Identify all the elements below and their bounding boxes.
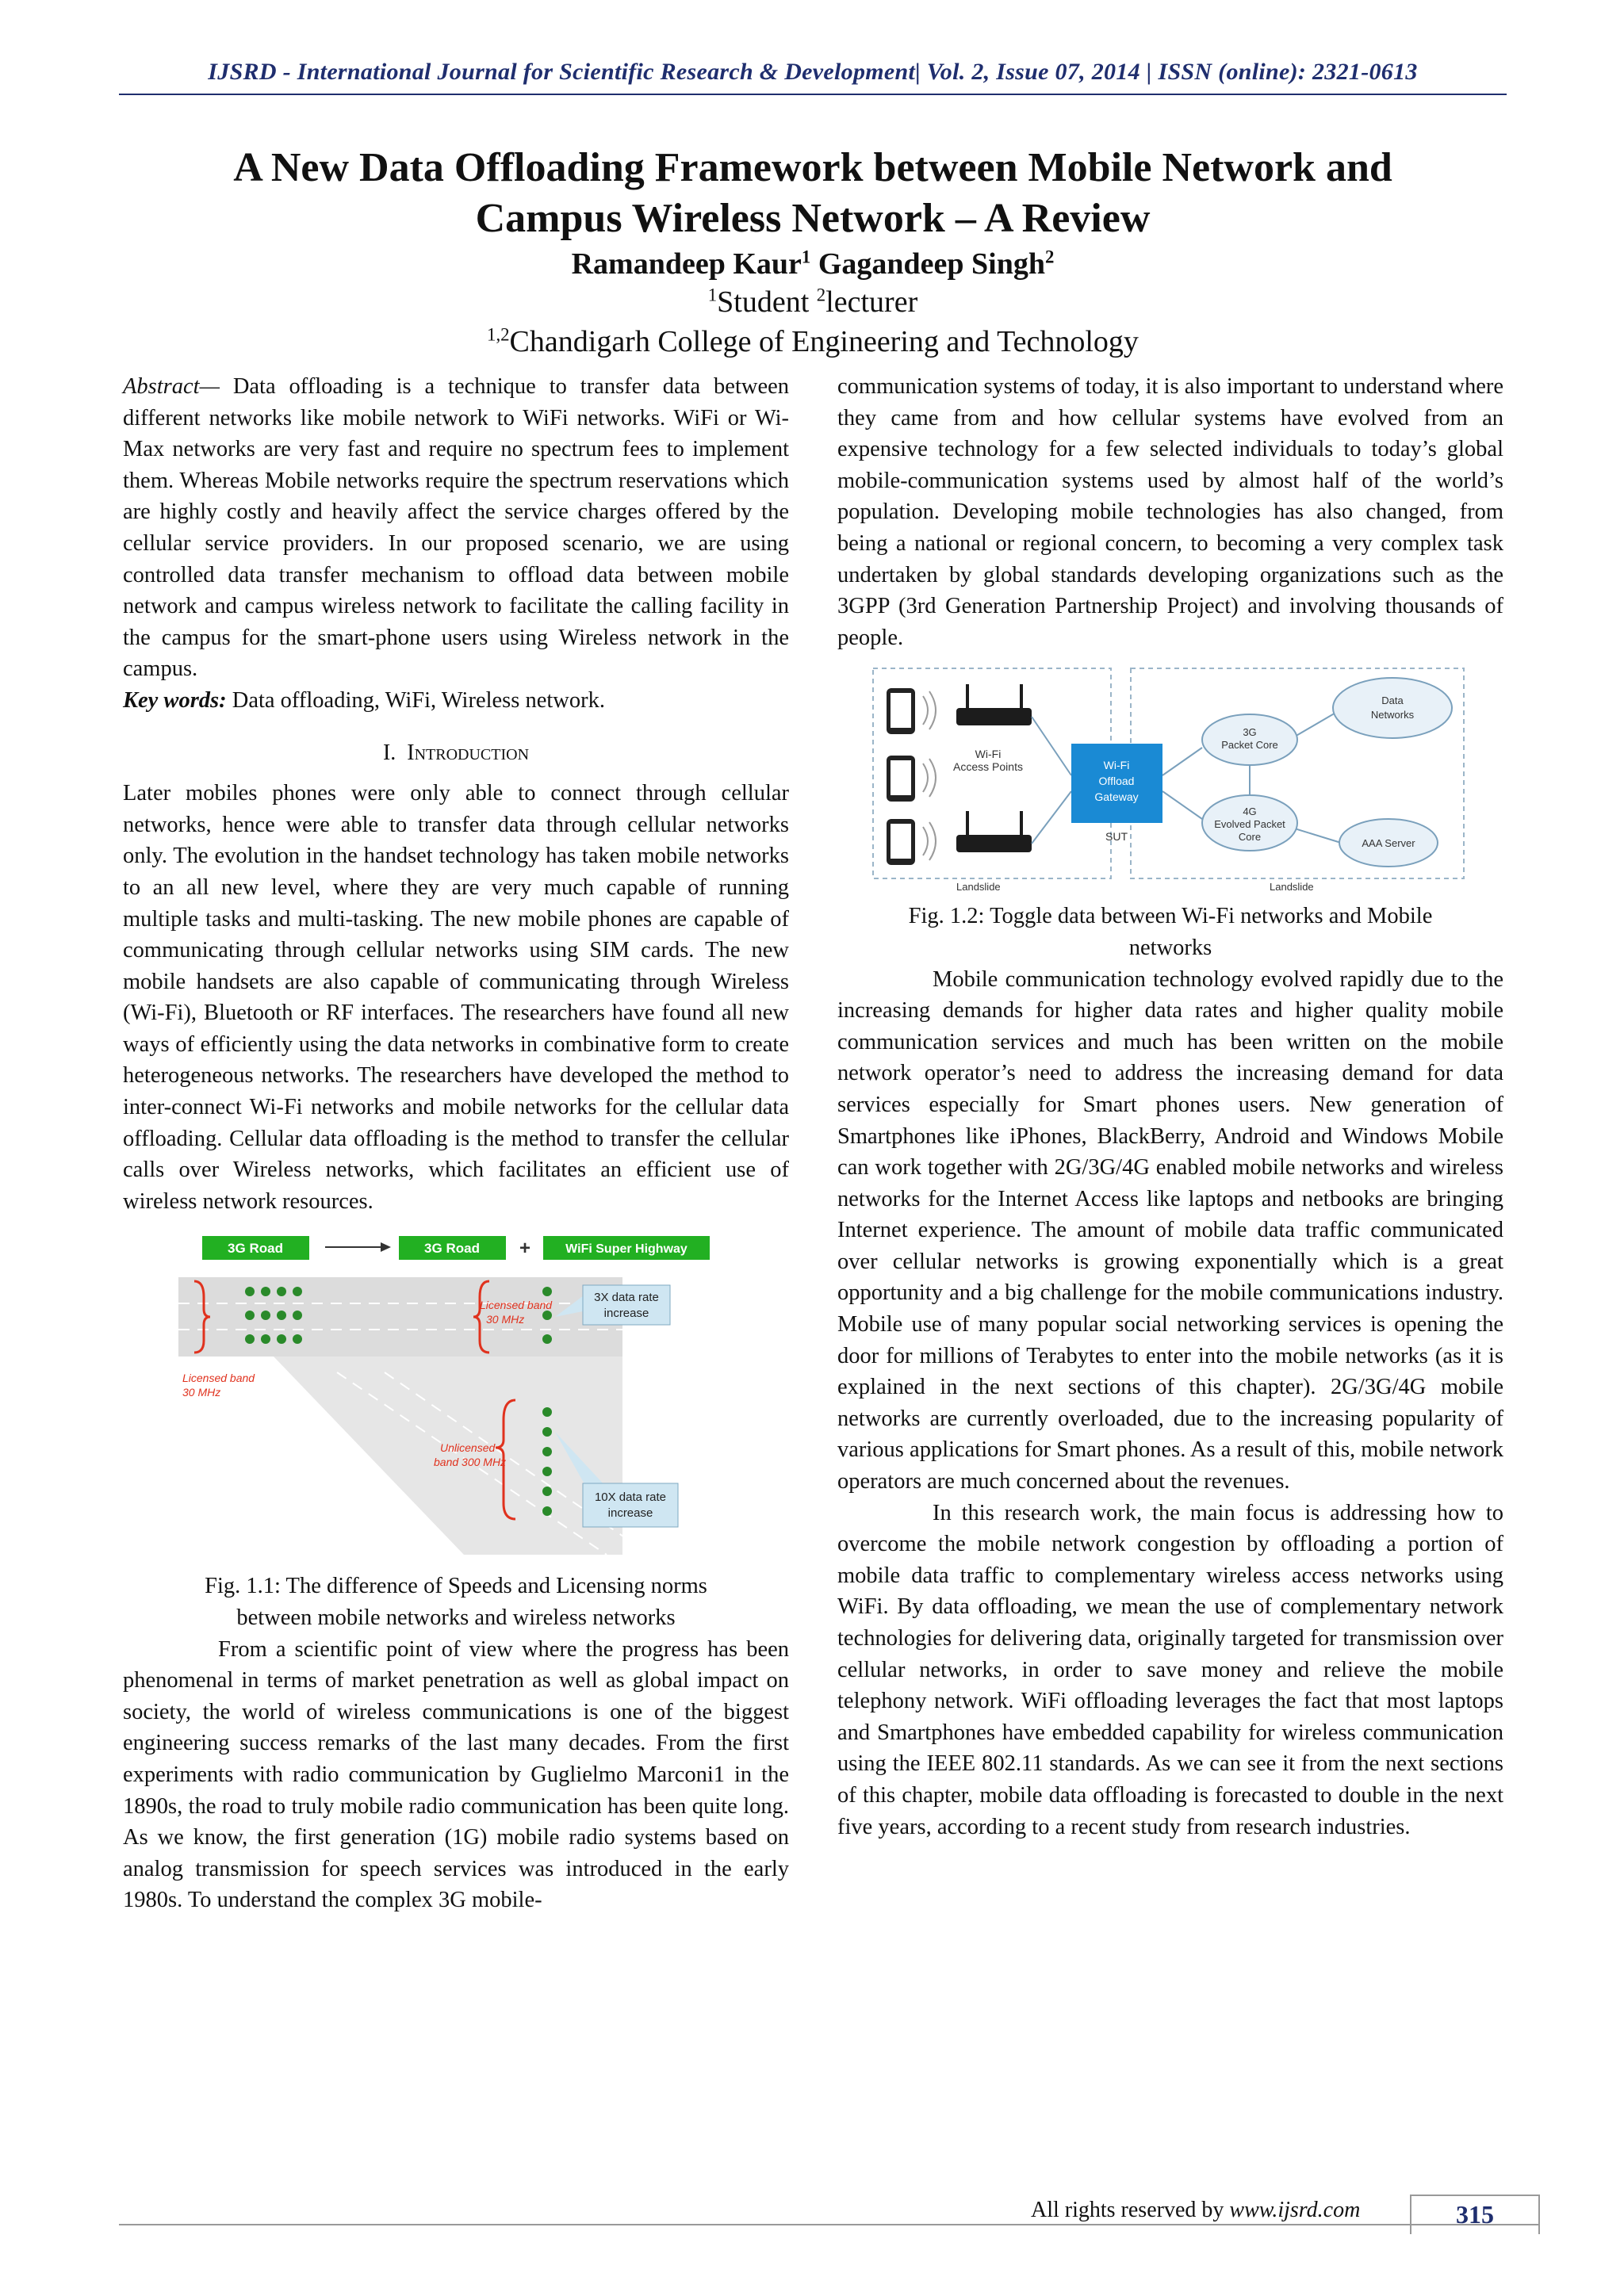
author-1: Ramandeep Kaur (571, 247, 802, 281)
section-number: I. (382, 740, 396, 765)
affiliation (119, 323, 1507, 360)
paper-title (119, 143, 1507, 244)
licensed-mid-2: 30 MHz (486, 1313, 525, 1326)
author-list (119, 246, 1507, 282)
access-points-line1: Wi-Fi (975, 748, 1002, 761)
figure-1-1-speed-licensing (178, 1230, 733, 1563)
footer-site-link[interactable]: www.ijsrd.com (1229, 2198, 1361, 2222)
licensed-left-2: 30 MHz (182, 1386, 221, 1399)
access-points-line2: Access Points (953, 760, 1023, 774)
page-number: 315 (1410, 2195, 1540, 2234)
unlicensed-1: Unlicensed (440, 1441, 496, 1455)
packet-core-line2: Packet Core (1221, 739, 1278, 752)
affiliation-sup: 1,2 (487, 324, 510, 345)
role-1-sup: 1 (707, 285, 718, 305)
data-networks-line1: Data (1381, 695, 1404, 707)
road-label-1: 3G Road (228, 1241, 283, 1257)
section-heading-introduction (123, 737, 789, 769)
left-paragraph-2: From a scientific point of view where the progress has been phenomenal in terms of market penetration as well as global impact on society, the world of wireless communications is one of the biggest engineering success remarks of the last many decades. From the first experiments with radio communication by Guglielmo Marconi1 in the 1890s, the road to truly mobile radio communication has been quite long. As we know, the first generation (1G) mobile radio systems based on analog transmission for speech services was introduced in the early 1980s. To understand the complex 3G mobile- (123, 1636, 789, 1913)
road-label-3: WiFi Super Highway (565, 1242, 688, 1257)
left-column (123, 371, 789, 1916)
author-1-sup: 1 (801, 247, 811, 267)
figure-1-2-wifi-offload (869, 664, 1472, 894)
keywords-text: Data offloading, WiFi, Wireless network. (226, 687, 605, 713)
aaa-server-label: AAA Server (1362, 837, 1415, 850)
wifi-signal-icons (923, 691, 936, 860)
sut-label: SUT (1105, 830, 1128, 844)
callout-3x-line1: 3X data rate (594, 1291, 659, 1305)
gateway-line1: Wi-Fi (1103, 759, 1130, 772)
gateway-line2: Offload (1098, 775, 1135, 788)
packet-core-line1: 3G (1243, 726, 1257, 739)
evolved-core-line2: Evolved Packet (1214, 818, 1285, 831)
plus-sign: + (519, 1238, 531, 1260)
footer-text: All rights reserved by (1031, 2198, 1230, 2222)
figure-1-2-caption-line2: networks (1128, 935, 1212, 960)
footer-rule (119, 2224, 1538, 2225)
author-2: Gagandeep Singh (818, 247, 1045, 281)
evolved-core-line1: 4G (1243, 806, 1257, 818)
author-roles (119, 284, 1507, 320)
right-paragraph-1: communication systems of today, it is also important to understand where they came from and how cellular systems have evolved from an expensive technology for a few selected individuals to today’s global mobile-communication systems used by almost half of the world’s population. Developing mobile technologies has also changed, from being a national or regional concern, to becoming a very complex task undertaken by global standards developing organizations such as the 3GPP (3rd Generation Partnership Project) and involving thousands of people. (837, 374, 1503, 650)
callout-10x-line2: increase (607, 1506, 653, 1521)
header-rule (119, 94, 1507, 95)
licensed-mid-1: Licensed band (480, 1299, 553, 1312)
figure-1-2-caption-line1: Fig. 1.2: Toggle data between Wi-Fi networks and Mobile (908, 904, 1433, 929)
section-title: Introduction (407, 740, 530, 765)
callout-10x-line1: 10X data rate (594, 1490, 667, 1505)
intro-paragraph: Later mobiles phones were only able to connect through cellular networks, hence were able to transfer data through cellular networks only. The evolution in the handset technology has taken mobile networks to an all new level, where they are very much capable of running multiple tasks and multi-tasking. The new mobile phones are capable of communicating through cellular networks using SIM cards. The new mobile handsets are also capable of communicating through Wireless (Wi-Fi), Bluetooth or RF interfaces. The researchers have found all new ways of efficiently using the data networks in combinative form to create heterogeneous networks. The researchers have developed the method to inter-connect Wi-Fi networks and mobile networks for the cellular data offloading. Cellular data offloading is the method to transfer the cellular calls over Wireless networks, which facilitates an efficient use of wireless network resources. (123, 781, 789, 1214)
affiliation-text: Chandigarh College of Engineering and Technology (509, 325, 1139, 358)
journal-header: IJSRD - International Journal for Scientific Research & Development| Vol. 2, Issue 07, 2014 | ISSN (online): 2321-0613 (208, 59, 1418, 85)
evolved-core-line3: Core (1238, 831, 1262, 844)
road-3g (178, 1277, 622, 1357)
abstract-label: Abstract— (123, 374, 220, 399)
landslide-left-label: Landslide (956, 881, 1001, 894)
role-2-sup: 2 (816, 285, 826, 305)
author-2-sup: 2 (1044, 247, 1055, 267)
title-line-2: Campus Wireless Network – A Review (475, 196, 1151, 241)
abstract (123, 371, 789, 685)
figure-1-1-caption-line1: Fig. 1.1: The difference of Speeds and Licensing norms (205, 1574, 707, 1599)
role-2: lecturer (825, 285, 918, 319)
right-column (837, 371, 1503, 1843)
figure-1-1-caption-line2: between mobile networks and wireless networks (236, 1605, 676, 1631)
figure-1-2-caption (837, 901, 1503, 963)
role-1: Student (717, 285, 817, 319)
title-line-1: A New Data Offloading Framework between Mobile Network and (233, 145, 1392, 190)
right-paragraph-2: Mobile communication technology evolved rapidly due to the increasing demands for higher data rates and higher quality mobile communication services and much has been written on the mobile network operator’s need to address the increasing demand for data services especially for Smart phones users. New generation of Smartphones like iPhones, BlackBerry, Android and Windows Mobile can work together with 2G/3G/4G enabled mobile networks and wireless networks for the Internet Access like laptops and netbooks are bringing Internet experience. The amount of mobile data traffic communicated over cellular networks is growing exponentially which is a great opportunity and a big challenge for the mobile communications industry. Mobile use of many popular social networking services is opening the door for millions of Terabytes to enter into the mobile networks (as it is explained in the next sections of this chapter). 2G/3G/4G mobile networks are currently overloaded, due to the increasing popularity of various applications for Smart phones. As a result of this, mobile network operators are much concerned about the revenues. (837, 966, 1503, 1494)
data-networks-cloud-icon (1333, 678, 1452, 738)
right-paragraph-3: In this research work, the main focus is addressing how to overcome the mobile network congestion by offloading a portion of mobile data traffic to complementary wireless access networks using WiFi. By data offloading, we mean the use of complementary network technologies for delivering data, originally targeted for transmission over cellular networks, in order to save money and relieve the mobile telephony network. WiFi offloading leverages the fact that most laptops and Smartphones have embedded capability for wireless communication using the IEEE 802.11 standards. As we can see it from the next sections of this chapter, mobile data offloading is forecasted to double in the next five years, according to a recent study from research industries. (837, 1500, 1503, 1839)
licensed-left-1: Licensed band (182, 1372, 255, 1385)
road-label-2: 3G Road (424, 1241, 480, 1257)
data-networks-line2: Networks (1370, 709, 1415, 721)
abstract-text: Data offloading is a technique to transfer data between different networks like mobile network to WiFi networks. WiFi or Wi-Max networks are very fast and require no spectrum fees to implement them. Whereas Mobile networks require the spectrum reservations which are highly costly and heavily affect the service charges offered by the cellular service providers. In our proposed scenario, we are using controlled data transfer mechanism to offload data between mobile network and campus wireless network to facilitate the calling facility in the campus for the smart-phone users using Wireless network in the campus. (123, 374, 789, 682)
unlicensed-2: band 300 MHz (434, 1456, 507, 1469)
keywords (123, 685, 789, 717)
callout-3x-line2: increase (603, 1307, 649, 1321)
keywords-label: Key words: (123, 687, 227, 713)
footer-copyright (1031, 2198, 1360, 2223)
arrow-head (381, 1242, 391, 1252)
landslide-right-label: Landslide (1270, 881, 1314, 894)
figure-1-1-caption (123, 1571, 789, 1633)
gateway-line3: Gateway (1094, 790, 1139, 804)
